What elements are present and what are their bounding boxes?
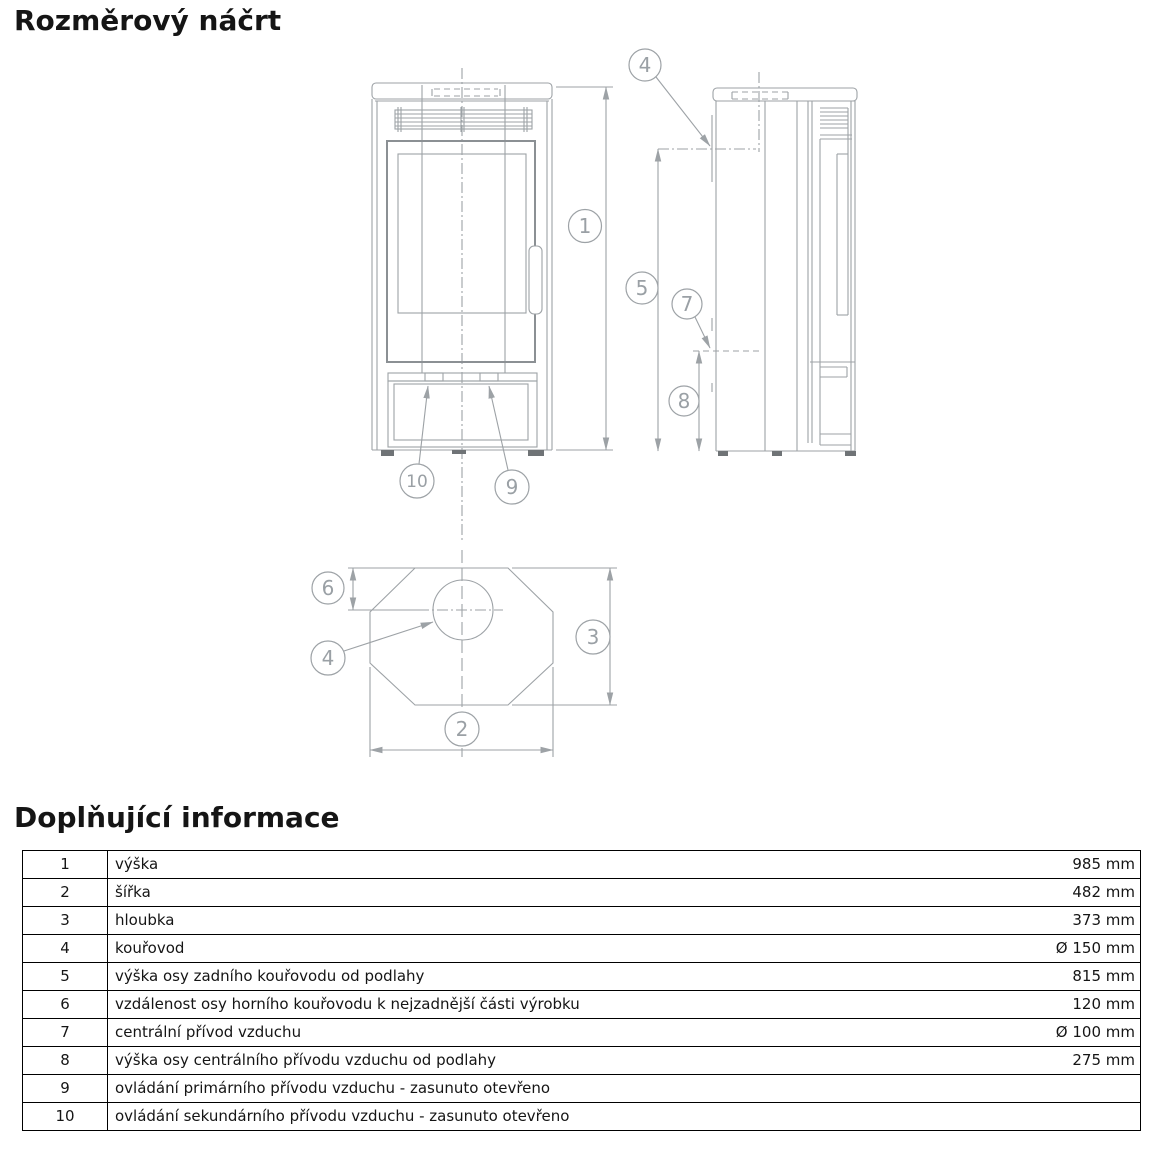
row-number: 2 — [23, 879, 108, 906]
svg-text:3: 3 — [586, 625, 600, 649]
row-label: výška osy centrálního přívodu vzduchu od podlahy — [115, 1051, 497, 1069]
flue-collar-front — [432, 89, 500, 96]
leader-4-top — [344, 622, 433, 651]
row-number: 7 — [23, 1019, 108, 1046]
grille-profile — [820, 108, 848, 128]
row-number: 8 — [23, 1047, 108, 1074]
secondary-air-slider — [425, 373, 443, 381]
row-value: Ø 150 mm — [1055, 939, 1135, 957]
svg-text:6: 6 — [321, 576, 335, 600]
dimension-height — [556, 87, 613, 450]
row-label: výška osy zadního kouřovodu od podlahy — [115, 967, 425, 985]
leader-10 — [419, 386, 428, 464]
row-number: 6 — [23, 991, 108, 1018]
table-row — [23, 1047, 1140, 1075]
front-view — [372, 68, 552, 540]
callout-4 — [629, 49, 661, 81]
row-label: centrální přívod vzduchu — [115, 1023, 302, 1041]
row-value: Ø 100 mm — [1055, 1023, 1135, 1041]
callout-6 — [312, 572, 344, 604]
flue-collar-side — [732, 92, 788, 99]
top-view — [344, 550, 617, 757]
svg-text:8: 8 — [677, 389, 691, 413]
row-number: 9 — [23, 1075, 108, 1102]
info-table — [22, 850, 1141, 1131]
row-number: 10 — [23, 1103, 108, 1130]
row-label: ovládání primárního přívodu vzduchu - zasunuto otevřeno — [115, 1079, 551, 1097]
table-row — [23, 1075, 1140, 1103]
callout-3 — [576, 620, 610, 654]
table-row — [23, 907, 1140, 935]
callout-4-top — [311, 641, 345, 675]
row-label: šířka — [115, 883, 151, 901]
table-row — [23, 851, 1140, 879]
row-value: 373 mm — [1072, 911, 1135, 929]
callout-2 — [445, 712, 479, 746]
table-row — [23, 1019, 1140, 1047]
row-label: výška — [115, 855, 159, 873]
stove-door — [387, 141, 535, 362]
leader-4 — [656, 77, 710, 146]
table-row — [23, 963, 1140, 991]
row-number: 5 — [23, 963, 108, 990]
row-number: 4 — [23, 935, 108, 962]
svg-text:2: 2 — [455, 717, 469, 741]
callout-7 — [672, 289, 702, 319]
callout-1 — [569, 210, 602, 243]
leader-9 — [489, 386, 508, 470]
table-row — [23, 935, 1140, 963]
svg-text:7: 7 — [680, 292, 694, 316]
row-value — [1020, 1103, 1140, 1130]
callout-10 — [400, 464, 434, 498]
air-grille — [395, 107, 532, 132]
primary-air-slider — [480, 373, 498, 381]
svg-text:4: 4 — [321, 646, 335, 670]
row-value: 275 mm — [1072, 1051, 1135, 1069]
row-value: 985 mm — [1072, 855, 1135, 873]
svg-text:4: 4 — [638, 53, 652, 77]
page-title: Rozměrový náčrt — [14, 4, 282, 37]
table-row — [23, 991, 1140, 1019]
callout-8 — [669, 386, 699, 416]
door-handle — [529, 246, 542, 314]
row-label: vzdálenost osy horního kouřovodu k nejzadnější části výrobku — [115, 995, 580, 1013]
info-section-title: Doplňující informace — [14, 801, 340, 834]
row-value: 482 mm — [1072, 883, 1135, 901]
row-label: ovládání sekundárního přívodu vzduchu - zasunuto otevřeno — [115, 1107, 570, 1125]
svg-text:5: 5 — [635, 276, 649, 300]
leader-7 — [695, 317, 710, 348]
table-row — [23, 1103, 1140, 1130]
svg-text:1: 1 — [578, 214, 592, 238]
row-label: hloubka — [115, 911, 175, 929]
callout-9 — [495, 470, 529, 504]
callout-5 — [626, 272, 658, 304]
row-value: 815 mm — [1072, 967, 1135, 985]
row-label: kouřovod — [115, 939, 185, 957]
row-value: 120 mm — [1072, 995, 1135, 1013]
central-air-inlet — [693, 318, 763, 392]
row-number: 3 — [23, 907, 108, 934]
table-row — [23, 879, 1140, 907]
svg-text:9: 9 — [505, 475, 519, 499]
svg-text:10: 10 — [406, 472, 428, 492]
row-number: 1 — [23, 851, 108, 878]
row-value — [1020, 1075, 1140, 1102]
